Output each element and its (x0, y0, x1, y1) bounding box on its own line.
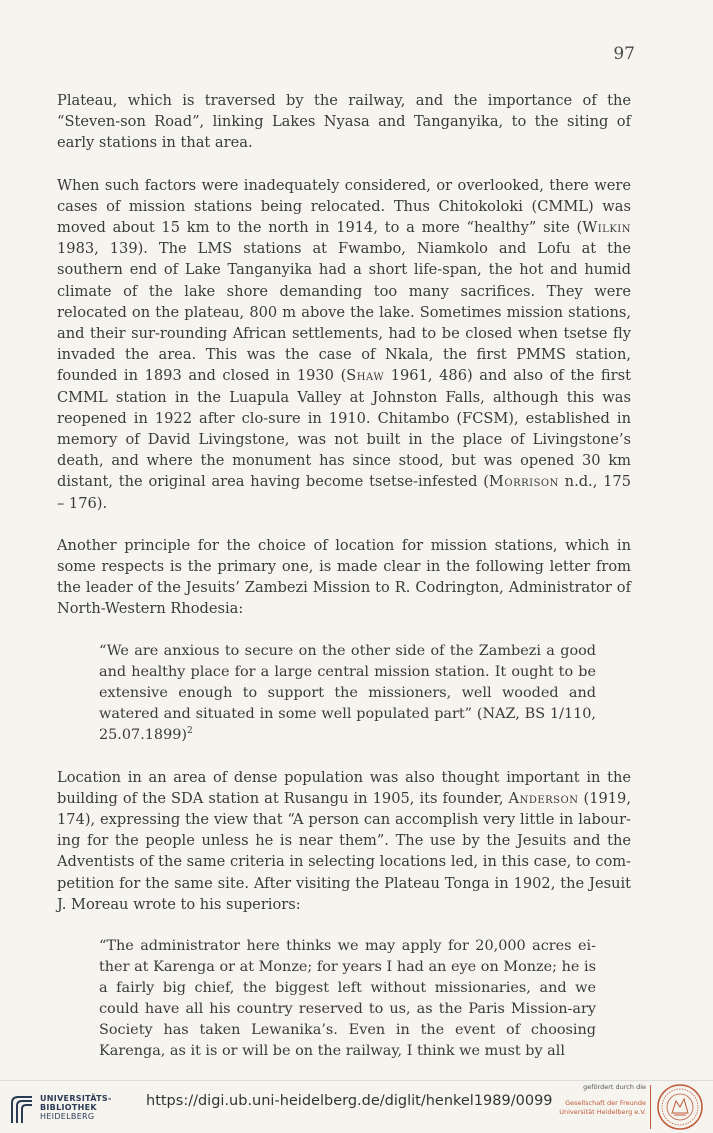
library-logo-icon[interactable] (8, 1093, 36, 1127)
author-citation: Anderson (508, 789, 579, 807)
paragraph: Plateau, which is traversed by the railway, and the importance of the “Steven-son Road”, linking Lakes Nyasa and Tanganyika, to the siting of early stations in that area. (57, 92, 631, 152)
library-name: UNIVERSITÄTS- BIBLIOTHEK HEIDELBERG (40, 1094, 112, 1121)
page-number: 97 (613, 44, 635, 64)
block-quote: “The administrator here thinks we may apply for 20,000 acres ei-ther at Karenga or at Monze; for years I had an eye on Monze; he is a fairly big chief, the biggest left without missionaries, and we could have all his country reserved to us, as the Paris Mission-ary Society has taken Lewanika’s. Even in the event of choosing Karenga, as it is or will be on the railway, I think we must by all (99, 938, 596, 1060)
paragraph: Another principle for the choice of location for mission stations, which in some respects is the primary one, is made clear in the following letter from the leader of the Jesuits’ Zambezi Mission to R. Codrington, Administrator of North-Western Rhodesia: (57, 536, 631, 618)
body-text (57, 90, 631, 1062)
footnote-marker[interactable]: 2 (187, 725, 193, 736)
permalink-url[interactable]: https://digi.ub.uni-heidelberg.de/diglit/henkel1989/0099 (146, 1093, 553, 1109)
paragraph: When such factors were inadequately considered, or overlooked, there were cases of mission stations being relocated. Thus Chitokoloki (CMML) was moved about 15 km to the north in 1914, to a more “healthy” site (Wilkin 1983, 139). The LMS stations at Fwambo, Niamkolo and Lofu at the southern end of Lake Tanganyika had a short life-span, the hot and humid climate of the lake shore demanding too many sacrifices. They were relocated on the plateau, 800 m above the lake. Sometimes mission stations, and their sur-rounding African settlements, had to be closed when tsetse fly invaded the area. This was the case of Nkala, the first PMMS station, founded in 1893 and closed in 1930 (Shaw 1961, 486) and also of the first CMML station in the Luapula Valley at Johnston Falls, although this was reopened in 1922 after clo-sure in 1910. Chitambo (FCSM), established in memory of David Livingstone, was not built in the place of Livingstone’s death, and where the monument has since stood, but was opened 30 km distant, the original area having become tsetse-infested (Morrison n.d., 175 – 176). (57, 176, 631, 512)
university-seal-icon (656, 1083, 704, 1131)
block-quote: “We are anxious to secure on the other side of the Zambezi a good and healthy place for a large central mission station. It ought to be extensive enough to support the missioners, well wooded and watered and situated in some well populated part” (NAZ, BS 1/110, 25.07.1899)$^2$ (99, 642, 596, 743)
author-citation: Wilkin (582, 219, 631, 237)
paragraph: Location in an area of dense population was also thought important in the building of the SDA station at Rusangu in 1905, its founder, Anderson (1919, 174), expressing the view that “A person can accomplish very little in labour-ing for the people unless he is near them”. The use by the Jesuits and the Adventists of the same criteria in selecting locations led, in this case, to com-petition for the same site. After visiting the Plateau Tonga in 1902, the Jesuit J. Moreau wrote to his superiors: (57, 768, 631, 913)
author-citation: Morrison (488, 473, 559, 491)
footer-bar (0, 1080, 713, 1133)
author-citation: Shaw (346, 367, 385, 385)
divider (650, 1085, 651, 1129)
sponsor-credit: gefördert durch die Gesellschaft der Freunde Universität Heidelberg e.V. (559, 1083, 646, 1116)
